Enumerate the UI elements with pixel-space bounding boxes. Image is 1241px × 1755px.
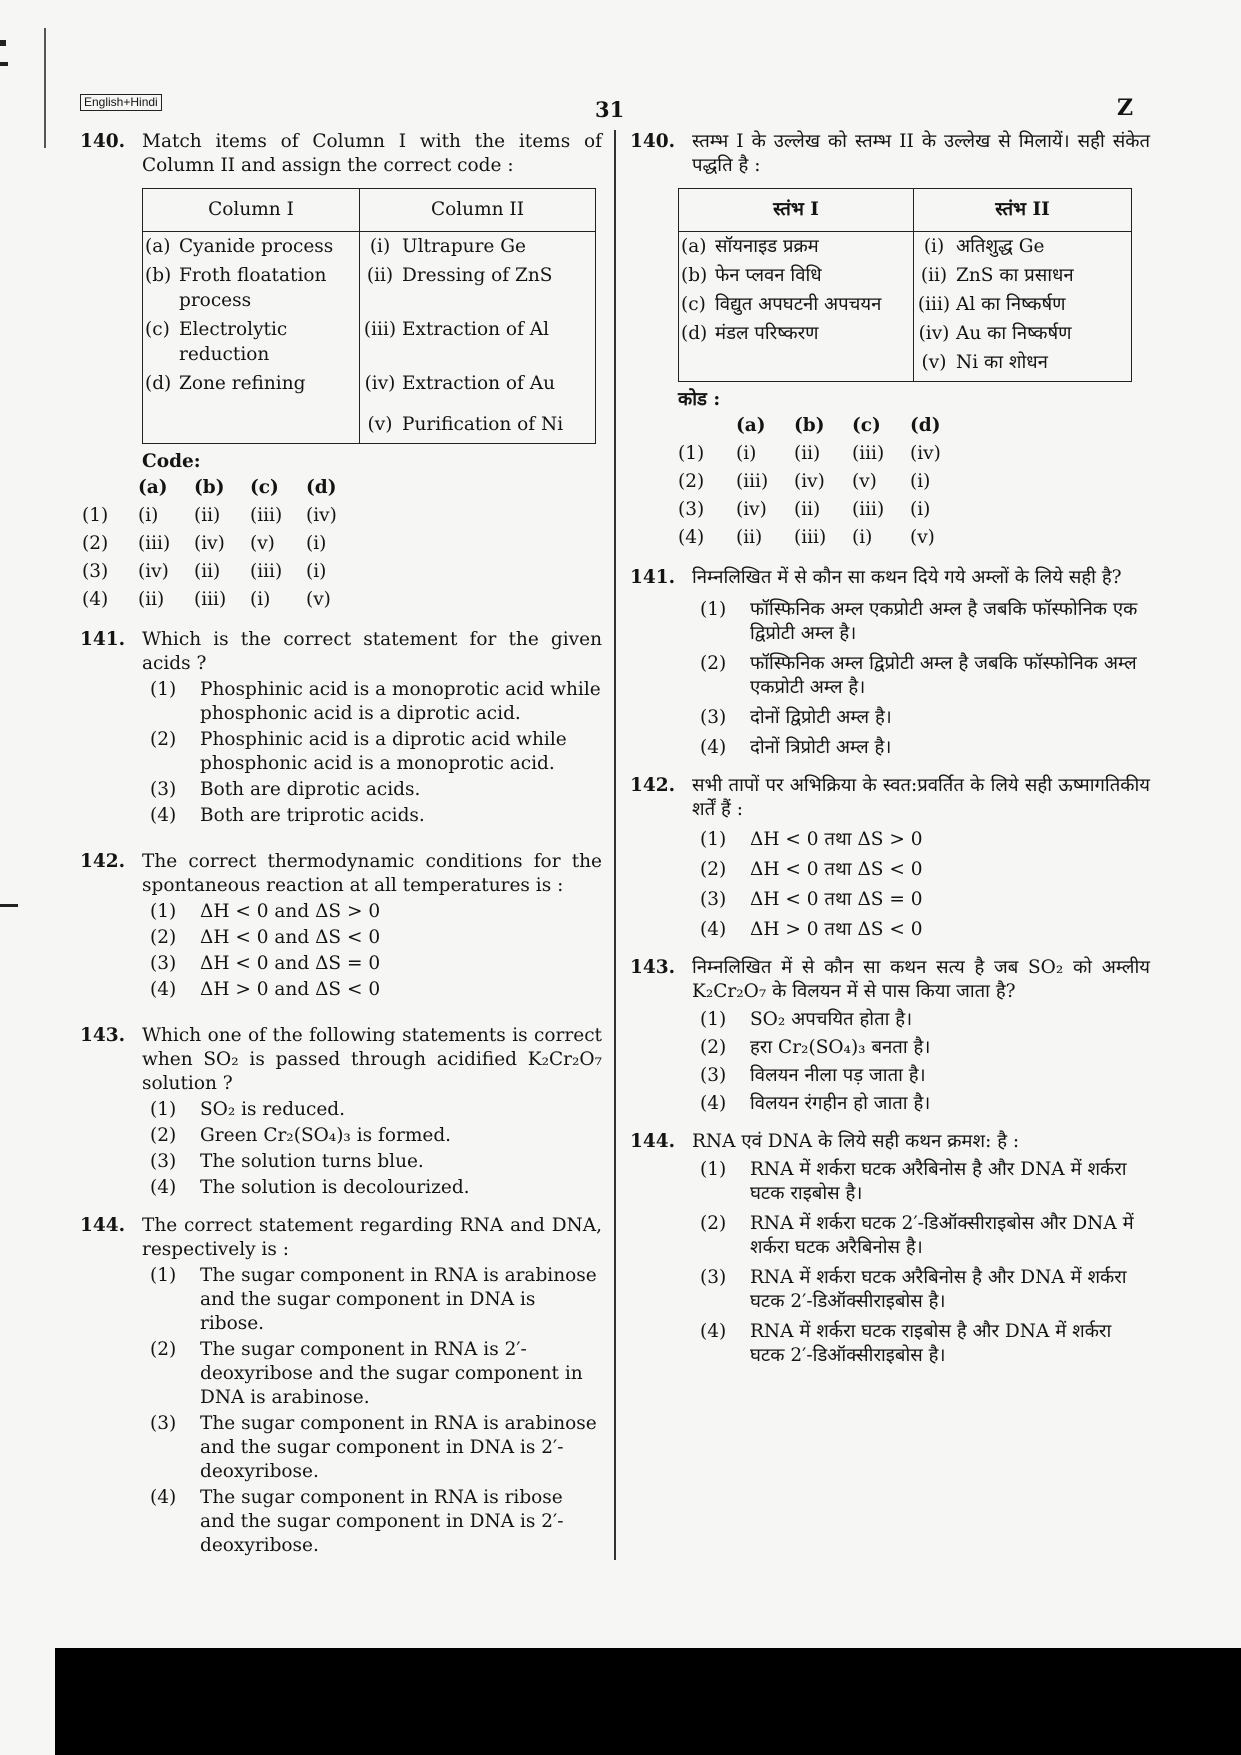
option-number: (1) [700,599,727,620]
column-2-item: Extraction of Al [400,315,596,369]
column-2-item: Al का निष्कर्षण [954,290,1132,319]
question-140-hi [630,130,1150,552]
english-column [80,130,602,1558]
table-row [143,261,596,315]
code-option [678,468,968,496]
hindi-column [630,130,1150,1368]
code-head: (a) [736,415,766,436]
column-2-header: स्तंभ II [914,189,1132,232]
column-1-item: सॉयनाइड प्रक्रम [713,232,914,262]
option-4 [142,1176,602,1200]
option-4 [692,736,1150,760]
option-number: (2) [700,1213,727,1234]
code-value: (iv) [910,443,941,464]
code-value: (iii) [194,589,227,610]
option-number: (3) [700,889,727,910]
option-2 [142,926,602,950]
option-3 [142,952,602,976]
column-2-item: अतिशुद्ध Ge [954,232,1132,262]
question-text: Which is the correct statement for the given acids ? [142,629,602,674]
page-number: 31 [595,97,625,122]
option-number: (3) [700,1065,727,1086]
question-number: 142. [630,775,676,796]
option-text: दोनों द्विप्रोटी अम्ल है। [750,707,892,728]
row-label: (ii) [920,265,948,286]
row-label: (c) [143,315,178,369]
option-text: फॉस्फिनिक अम्ल द्विप्रोटी अम्ल है जबकि फॉस्फोनिक अम्ल एकप्रोटी अम्ल है। [750,653,1137,698]
option-number: (4) [150,1487,177,1508]
code-value: (v) [306,589,331,610]
option-text: Green Cr₂(SO₄)₃ is formed. [200,1125,452,1146]
column-2-item: Dressing of ZnS [400,261,596,315]
code-value: (iv) [138,561,169,582]
option-text: हरा Cr₂(SO₄)₃ बनता है। [750,1037,931,1058]
row-label: (a) [679,232,714,262]
option-number: (1) [150,679,177,700]
option-number: (4) [150,979,177,1000]
row-label: (iv) [364,373,396,394]
option-1 [142,1098,602,1122]
option-2 [142,728,602,776]
table-row [143,315,596,369]
question-141-en [80,628,602,828]
code-head: (c) [852,415,881,436]
scan-footer-band [55,1648,1241,1755]
code-table [678,412,968,552]
option-text: ΔH < 0 तथा ΔS = 0 [750,889,923,910]
row-label: (iii) [363,319,397,340]
option-text: The solution turns blue. [200,1151,424,1172]
code-value: (i) [736,443,757,464]
code-option [678,496,968,524]
option-text: Phosphinic acid is a monoprotic acid while phosphonic acid is a diprotic acid. [200,679,601,724]
code-value: (i) [306,561,327,582]
option-number: (2) [150,927,177,948]
row-label: (d) [143,369,178,398]
code-value: (i) [852,527,873,548]
option-4 [142,978,602,1002]
code-option [82,586,362,614]
option-number: (1) [150,1265,177,1286]
table-row [143,232,596,262]
question-text: RNA एवं DNA के लिये सही कथन क्रमश: है : [692,1131,1020,1152]
code-value: (iii) [250,505,283,526]
question-text: स्तम्भ I के उल्लेख को स्तम्भ II के उल्लेख से मिलायें। सही संकेत पद्धति है : [692,131,1150,176]
option-text: Phosphinic acid is a diprotic acid while phosphonic acid is a monoprotic acid. [200,729,567,774]
match-table [142,188,596,444]
option-3 [692,1064,1150,1088]
code-label: Code: [142,451,201,472]
question-141-hi [630,566,1150,760]
option-number: (1) [700,1159,727,1180]
code-value: (i) [910,499,931,520]
option-text: The sugar component in RNA is ribose and the sugar component in DNA is 2′-deoxyribose. [200,1487,564,1556]
option-number: (3) [678,499,705,520]
column-1-item: Froth floatation process [177,261,360,315]
option-text: विलयन नीला पड़ जाता है। [750,1065,926,1086]
code-table [82,474,362,614]
option-number: (4) [700,919,727,940]
row-label: (b) [143,261,178,315]
option-number: (2) [700,1037,727,1058]
option-text: ΔH > 0 and ΔS < 0 [200,979,381,1000]
question-number: 143. [80,1025,126,1046]
code-value: (ii) [794,499,821,520]
option-1 [142,678,602,726]
option-number: (4) [82,589,109,610]
option-text: ΔH < 0 and ΔS = 0 [200,953,381,974]
column-1-header: Column I [143,189,360,232]
option-1 [692,1008,1150,1032]
column-2-item: Purification of Ni [400,398,596,444]
question-number: 144. [630,1131,676,1152]
option-2 [692,858,1150,882]
row-label [679,348,714,382]
option-text: RNA में शर्करा घटक अरैबिनोस है और DNA में शर्करा घटक 2′-डिऑक्सीराइबोस है। [750,1267,1127,1312]
column-divider [614,130,616,1560]
option-number: (2) [82,533,109,554]
option-3 [692,888,1150,912]
code-head: (d) [910,415,941,436]
option-number: (1) [82,505,109,526]
column-2-item: ZnS का प्रसाधन [954,261,1132,290]
question-number: 141. [630,567,676,588]
code-value: (ii) [194,505,221,526]
option-number: (3) [150,953,177,974]
code-value: (i) [306,533,327,554]
code-value: (v) [852,471,877,492]
code-value: (iv) [306,505,337,526]
option-text: ΔH > 0 तथा ΔS < 0 [750,919,923,940]
question-text: सभी तापों पर अभिक्रिया के स्वत:प्रवर्तित के लिये सही ऊष्मागतिकीय शर्तें हैं : [692,775,1150,820]
option-number: (2) [150,729,177,750]
option-number: (3) [150,1413,177,1434]
option-number: (2) [700,859,727,880]
code-value: (ii) [138,589,165,610]
option-text: ΔH < 0 तथा ΔS > 0 [750,829,923,850]
code-value: (ii) [794,443,821,464]
option-4 [142,1486,602,1558]
row-label: (v) [360,398,401,444]
column-2-item: Ni का शोधन [954,348,1132,382]
option-2 [142,1338,602,1410]
column-2-item: Au का निष्कर्षण [954,319,1132,348]
code-value: (iii) [852,443,885,464]
table-row [679,348,1132,382]
code-value: (i) [138,505,159,526]
code-option [678,524,968,552]
code-head: (d) [306,477,337,498]
option-number: (3) [700,1267,727,1288]
option-number: (4) [150,805,177,826]
option-text: Both are diprotic acids. [200,779,421,800]
scan-edge [44,28,46,148]
code-head: (b) [194,477,225,498]
column-1-item: विद्युत अपघटनी अपचयन [713,290,914,319]
option-number: (4) [700,737,727,758]
row-label: (v) [914,348,955,382]
option-1 [142,1264,602,1336]
code-value: (i) [250,589,271,610]
option-text: The sugar component in RNA is arabinose and the sugar component in DNA is ribose. [200,1265,597,1334]
code-value: (iv) [194,533,225,554]
question-text: The correct statement regarding RNA and DNA, respectively is : [142,1215,602,1260]
column-2-item: Extraction of Au [400,369,596,398]
row-label: (d) [679,319,714,348]
option-text: The solution is decolourized. [200,1177,470,1198]
question-143-hi [630,956,1150,1116]
question-text: निम्नलिखित में से कौन सा कथन सत्य है जब SO₂ को अम्लीय K₂Cr₂O₇ के विलयन में से पास किया जाता है? [692,957,1150,1002]
option-2 [692,1212,1150,1260]
code-option [82,530,362,558]
column-2-item: Ultrapure Ge [400,232,596,262]
code-value: (ii) [194,561,221,582]
option-3 [142,1412,602,1484]
option-3 [142,1150,602,1174]
option-number: (2) [700,653,727,674]
row-label: (i) [369,236,391,257]
option-number: (2) [678,471,705,492]
column-1-item [177,398,360,444]
option-1 [142,900,602,924]
option-number: (4) [150,1177,177,1198]
option-number: (4) [700,1093,727,1114]
scan-mark [0,904,18,907]
option-text: विलयन रंगहीन हो जाता है। [750,1093,931,1114]
option-text: दोनों त्रिप्रोटी अम्ल है। [750,737,892,758]
question-number: 144. [80,1215,126,1236]
option-number: (3) [150,779,177,800]
code-value: (iii) [736,471,769,492]
option-number: (2) [150,1125,177,1146]
row-label: (i) [923,236,945,257]
option-number: (4) [678,527,705,548]
question-142-en [80,850,602,1002]
code-option [678,440,968,468]
option-1 [692,1158,1150,1206]
row-label: (b) [679,261,714,290]
option-number: (1) [678,443,705,464]
option-text: The sugar component in RNA is 2′-deoxyribose and the sugar component in DNA is arabinose. [200,1339,583,1408]
column-1-item: मंडल परिष्करण [713,319,914,348]
column-1-header: स्तंभ I [679,189,914,232]
code-head: (a) [138,477,168,498]
code-value: (iii) [250,561,283,582]
code-label: कोड : [678,389,721,410]
option-text: फॉस्फिनिक अम्ल एकप्रोटी अम्ल है जबकि फॉस्फोनिक एक द्विप्रोटी अम्ल है। [750,599,1138,644]
code-value: (iii) [794,527,827,548]
question-number: 142. [80,851,126,872]
row-label: (ii) [366,265,394,286]
table-row [679,319,1132,348]
option-1 [692,828,1150,852]
option-text: RNA में शर्करा घटक राइबोस है और DNA में शर्करा घटक 2′-डिऑक्सीराइबोस है। [750,1321,1112,1366]
question-number: 140. [630,131,676,152]
option-number: (4) [700,1321,727,1342]
option-2 [692,652,1150,700]
set-code: Z [1117,95,1134,121]
row-label: (iv) [918,323,950,344]
code-value: (ii) [736,527,763,548]
column-1-item: Cyanide process [177,232,360,262]
table-row [143,369,596,398]
option-number: (1) [700,829,727,850]
code-value: (iv) [794,471,825,492]
option-1 [692,598,1150,646]
option-text: RNA में शर्करा घटक 2′-डिऑक्सीराइबोस और DNA में शर्करा घटक अरैबिनोस है। [750,1213,1134,1258]
question-143-en [80,1024,602,1200]
scan-mark [0,62,8,66]
option-text: ΔH < 0 and ΔS < 0 [200,927,381,948]
question-text: The correct thermodynamic conditions for the spontaneous reaction at all temperatures is : [142,851,602,896]
option-4 [142,804,602,828]
option-number: (3) [700,707,727,728]
option-text: RNA में शर्करा घटक अरैबिनोस है और DNA में शर्करा घटक राइबोस है। [750,1159,1127,1204]
option-number: (3) [150,1151,177,1172]
table-row [143,398,596,444]
option-4 [692,1320,1150,1368]
question-144-en [80,1214,602,1558]
table-row [679,261,1132,290]
language-tag: English+Hindi [80,94,162,111]
option-4 [692,1092,1150,1116]
question-text: निम्नलिखित में से कौन सा कथन दिये गये अम्लों के लिये सही है? [692,567,1122,588]
option-4 [692,918,1150,942]
column-1-item: फेन प्लवन विधि [713,261,914,290]
code-value: (v) [910,527,935,548]
column-1-item: Electrolytic reduction [177,315,360,369]
question-142-hi [630,774,1150,942]
option-text: ΔH < 0 and ΔS > 0 [200,901,381,922]
code-option [82,502,362,530]
code-value: (iii) [138,533,171,554]
scan-mark [0,40,6,46]
question-number: 141. [80,629,126,650]
option-text: ΔH < 0 तथा ΔS < 0 [750,859,923,880]
row-label: (c) [679,290,714,319]
option-2 [692,1036,1150,1060]
option-number: (3) [82,561,109,582]
column-1-item: Zone refining [177,369,360,398]
option-2 [142,1124,602,1148]
code-head: (b) [794,415,825,436]
question-number: 140. [80,131,126,152]
option-number: (2) [150,1339,177,1360]
column-2-header: Column II [360,189,596,232]
code-head: (c) [250,477,279,498]
table-row [679,232,1132,262]
table-row [679,290,1132,319]
code-value: (v) [250,533,275,554]
column-1-item [713,348,914,382]
match-table [678,188,1132,382]
row-label [143,398,178,444]
question-140-en [80,130,602,614]
option-text: SO₂ is reduced. [200,1099,346,1120]
question-text: Which one of the following statements is correct when SO₂ is passed through acidified K₂Cr₂O₇ solution ? [142,1025,602,1094]
code-value: (iv) [736,499,767,520]
row-label: (a) [143,232,178,262]
option-text: SO₂ अपचयित होता है। [750,1009,913,1030]
code-value: (i) [910,471,931,492]
option-3 [692,706,1150,730]
code-option [82,558,362,586]
option-number: (1) [150,901,177,922]
question-number: 143. [630,957,676,978]
row-label: (iii) [917,294,951,315]
option-number: (1) [700,1009,727,1030]
option-text: The sugar component in RNA is arabinose and the sugar component in DNA is 2′-deoxyribose. [200,1413,597,1482]
option-3 [692,1266,1150,1314]
code-value: (iii) [852,499,885,520]
question-144-hi [630,1130,1150,1368]
option-3 [142,778,602,802]
option-text: Both are triprotic acids. [200,805,425,826]
question-text: Match items of Column I with the items of Column II and assign the correct code : [142,131,602,176]
option-number: (1) [150,1099,177,1120]
